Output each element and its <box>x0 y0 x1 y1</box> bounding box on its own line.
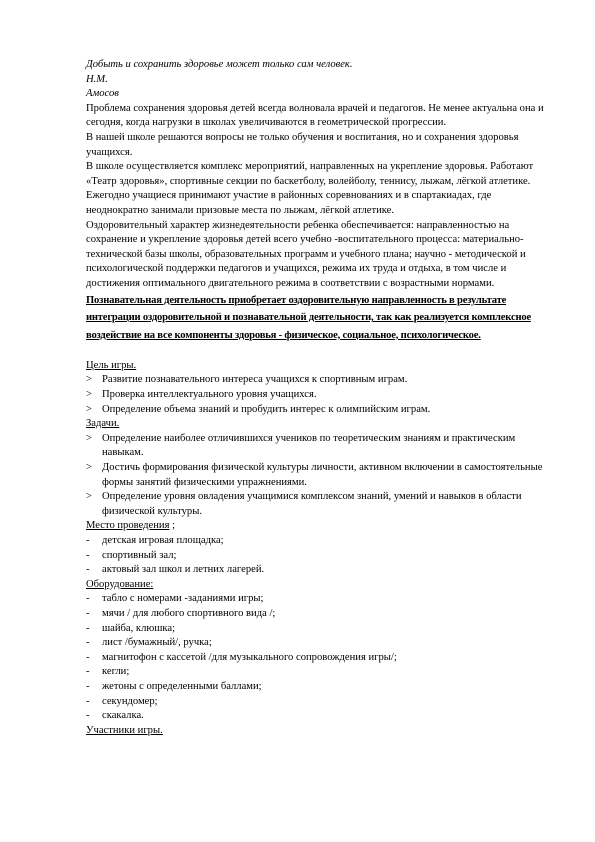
goal-text: Определение объема знаний и пробудить интерес к олимпийским играм. <box>102 403 431 415</box>
equipment-item <box>86 709 556 724</box>
equipment-heading: Оборудование: <box>86 578 154 590</box>
task-marker: > <box>86 432 92 444</box>
venue-heading: Место проведения <box>86 520 170 532</box>
goal-marker: > <box>86 389 92 401</box>
task-marker: > <box>86 462 92 474</box>
equipment-marker: - <box>86 593 90 605</box>
paragraph-school-activities: В школе осуществляется комплекс мероприятий, направленных на укрепление здоровья. Работают «Театр здоровья», спортивные секции по баскетболу, волейболу, теннису, лыжам, лёгкой атлетике. Ежегодно учащиеся принимают участие в районных соревнованиях и в спартакиадах, где неоднократно занимали призовые места по лыжам, лёгкой атлетике. <box>86 161 534 216</box>
equipment-marker: - <box>86 607 90 619</box>
equipment-text: шайба, клюшка; <box>102 622 176 634</box>
equipment-text: магнитофон с кассетой /для музыкального сопровождения игры/; <box>102 651 397 663</box>
goal-text: Развитие познавательного интереса учащихся к спортивным играм. <box>102 374 408 386</box>
venue-item <box>86 549 556 564</box>
equipment-text: табло с номерами -заданиями игры; <box>102 593 264 605</box>
epigraph-surname: Амосов <box>86 88 119 100</box>
venue-marker: - <box>86 549 90 561</box>
task-marker: > <box>86 491 92 503</box>
venue-heading-suffix: ; <box>169 520 176 532</box>
goals-heading: Цель игры. <box>86 359 137 371</box>
equipment-marker: - <box>86 637 90 649</box>
equipment-item <box>86 665 556 680</box>
equipment-marker: - <box>86 710 90 722</box>
equipment-text: лист /бумажный/, ручка; <box>102 637 212 649</box>
venue-text: актовый зал школ и летних лагерей. <box>102 564 265 576</box>
task-text: Определение уровня овладения учащимися комплексом знаний, умений и навыков в области физической культуры. <box>102 491 522 517</box>
equipment-item <box>86 680 556 695</box>
venue-marker: - <box>86 564 90 576</box>
venue-item <box>86 534 556 549</box>
task-text: Определение наиболее отличившихся учеников по теоретическим знаниям и практическим навыкам. <box>102 432 516 459</box>
equipment-text: мячи / для любого спортивного вида /; <box>102 607 276 619</box>
task-item <box>86 432 556 461</box>
venue-item <box>86 563 556 578</box>
paragraph-cognitive-activity: Познавательная деятельность приобретает оздоровительную направленность в результате интеграции оздоровительной и познавательной деятельности, так как реализуется комплексное воздействие на все компоненты здоровья - физическое, социальное, психологическое. <box>86 294 531 341</box>
tasks-heading: Задачи. <box>86 418 120 430</box>
goal-item <box>86 373 556 388</box>
epigraph-quote: Добыть и сохранить здоровье может только сам человек. <box>86 59 353 70</box>
equipment-item <box>86 651 556 666</box>
venue-heading-line <box>86 519 556 534</box>
equipment-marker: - <box>86 695 90 707</box>
task-item <box>86 461 556 490</box>
equipment-item <box>86 607 556 622</box>
venue-text: детская игровая площадка; <box>102 535 224 546</box>
task-item <box>86 490 556 519</box>
equipment-item <box>86 592 556 607</box>
equipment-item <box>86 622 556 637</box>
goal-marker: > <box>86 374 92 386</box>
equipment-text: кегли; <box>102 666 130 678</box>
epigraph-initials: Н.М. <box>86 73 108 85</box>
equipment-text: скакалка. <box>102 710 144 722</box>
equipment-item <box>86 695 556 710</box>
task-text: Достичь формирования физической культуры личности, активном включении в самостоятельные формы занятий физическими упражнениями. <box>102 462 543 488</box>
paragraph-health-problem: Проблема сохранения здоровья детей всегда волновала врачей и педагогов. Не менее актуальна она и сегодня, когда нагрузки в школах увеличиваются в геометрической прогрессии. <box>86 102 544 129</box>
goal-item <box>86 388 556 403</box>
equipment-marker: - <box>86 666 90 678</box>
venue-text: спортивный зал; <box>102 549 177 561</box>
equipment-marker: - <box>86 651 90 663</box>
spacer <box>86 344 556 359</box>
equipment-text: жетоны с определенными баллами; <box>102 680 262 692</box>
venue-marker: - <box>86 535 90 546</box>
goal-item <box>86 403 556 418</box>
goal-marker: > <box>86 403 92 415</box>
document-page <box>86 58 556 738</box>
equipment-marker: - <box>86 680 90 692</box>
equipment-text: секундомер; <box>102 695 158 707</box>
participants-heading: Участники игры. <box>86 724 163 736</box>
paragraph-health-character: Оздоровительный характер жизнедеятельности ребенка обеспечивается: направленностью на сохранение и укрепление здоровья детей всего учебно -воспитательного процесса: материально-технической базы школы, образовательных программ и учебного плана; научно - методической и психологической поддержки педагогов и учащихся, режима их труда и отдыха, в том числе и достижения оптимального двигательного режима в соответствии с возрастными нормами. <box>86 219 526 289</box>
goal-text: Проверка интеллектуального уровня учащихся. <box>102 389 317 401</box>
paragraph-school-questions: В нашей школе решаются вопросы не только обучения и воспитания, но и сохранения здоровья учащихся. <box>86 131 519 158</box>
equipment-marker: - <box>86 622 90 634</box>
equipment-item <box>86 636 556 651</box>
